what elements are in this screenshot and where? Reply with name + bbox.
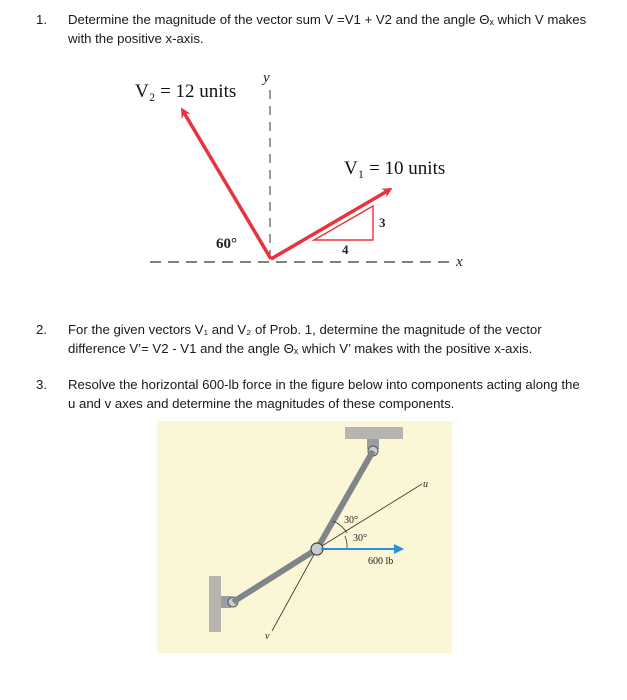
problem-2-line-1: For the given vectors V₁ and V₂ of Prob. 1, determine the magnitude of the vector xyxy=(68,322,542,337)
v1-label: V₁ = 10 units xyxy=(344,158,446,179)
angle-top-label: 30° xyxy=(344,515,358,526)
v-axis-label: v xyxy=(265,631,270,642)
problem-1-line-1: Determine the magnitude of the vector sum V =V1 + V2 and the angle Θₓ which V makes xyxy=(68,12,587,27)
wall-support xyxy=(209,576,221,632)
angle-label: 60° xyxy=(216,236,237,252)
ceiling-support xyxy=(345,427,403,439)
problem-2-line-2: difference V’= V2 - V1 and the angle Θₓ which V’ makes with the positive x-axis. xyxy=(68,341,533,356)
y-axis-label: y xyxy=(263,70,270,86)
v2-label: V₂ = 12 units xyxy=(135,81,237,102)
slope-rise-label: 3 xyxy=(379,215,386,230)
problem-2-number: 2. xyxy=(36,322,47,337)
slope-triangle xyxy=(314,206,373,240)
u-axis-label: u xyxy=(423,479,428,490)
v1-vector xyxy=(271,190,389,259)
problem-1-number: 1. xyxy=(36,12,47,27)
slope-run-label: 4 xyxy=(342,242,349,257)
angle-bottom-label: 30° xyxy=(353,533,367,544)
problem-3-number: 3. xyxy=(36,377,47,392)
problem-3-line-1: Resolve the horizontal 600-lb force in the figure below into components acting along the xyxy=(68,377,580,392)
force-figure xyxy=(157,421,452,653)
problem-3-line-2: u and v axes and determine the magnitudes of these components. xyxy=(68,396,455,411)
x-axis-label: x xyxy=(456,254,463,270)
problem-1-line-2: with the positive x-axis. xyxy=(68,31,204,46)
figure-background xyxy=(157,421,452,653)
force-label: 600 lb xyxy=(368,556,394,567)
